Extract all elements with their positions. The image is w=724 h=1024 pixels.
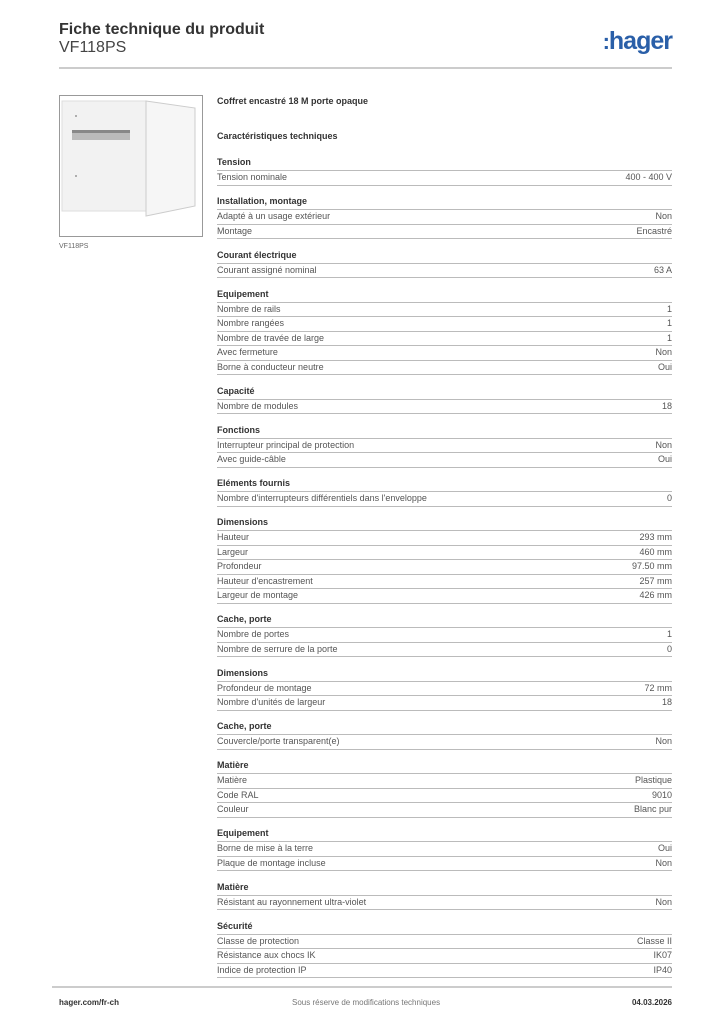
spec-row — [217, 964, 672, 979]
spec-row — [217, 560, 672, 575]
header-divider — [59, 67, 672, 69]
spec-label: Adapté à un usage extérieur — [217, 211, 331, 221]
spec-value: 97.50 mm — [631, 561, 672, 571]
spec-label: Tension nominale — [217, 172, 288, 182]
spec-row — [217, 317, 672, 332]
spec-row — [217, 628, 672, 643]
spec-row — [217, 696, 672, 711]
spec-value: 426 mm — [639, 590, 672, 600]
spec-value: IP40 — [653, 964, 672, 975]
spec-section — [217, 881, 672, 911]
spec-label: Nombre d'unités de largeur — [217, 697, 326, 707]
spec-value: IK07 — [653, 950, 672, 960]
spec-row — [217, 589, 672, 604]
spec-section — [217, 827, 672, 871]
spec-row — [217, 643, 672, 658]
section-heading: Dimensions — [217, 667, 672, 682]
spec-label: Classe de protection — [217, 935, 300, 946]
spec-label: Profondeur de montage — [217, 682, 312, 693]
spec-value: Non — [655, 857, 672, 868]
spec-row — [217, 546, 672, 561]
spec-label: Avec guide-câble — [217, 454, 286, 464]
spec-value: Non — [655, 439, 672, 450]
spec-section — [217, 385, 672, 415]
spec-section — [217, 249, 672, 279]
spec-value: 1 — [666, 318, 672, 328]
spec-value: 9010 — [651, 789, 672, 800]
spec-row — [217, 439, 672, 454]
spec-row — [217, 264, 672, 279]
footer-disclaimer: Sous réserve de modifications techniques — [292, 998, 441, 1007]
spec-row — [217, 935, 672, 950]
spec-value: 0 — [666, 493, 672, 503]
spec-row — [217, 857, 672, 872]
spec-row — [217, 225, 672, 240]
section-heading: Dimensions — [217, 516, 672, 531]
spec-value: Oui — [657, 454, 672, 464]
section-heading: Tension — [217, 156, 672, 171]
spec-value: Non — [655, 347, 672, 357]
image-caption: VF118PS — [59, 243, 89, 250]
section-heading: Cache, porte — [217, 613, 672, 628]
spec-value: Plastique — [634, 775, 672, 785]
spec-section — [217, 516, 672, 604]
spec-section — [217, 156, 672, 186]
spec-label: Avec fermeture — [217, 347, 278, 357]
spec-row — [217, 361, 672, 376]
footer-divider — [52, 986, 672, 988]
spec-value: Blanc pur — [633, 804, 672, 814]
spec-row — [217, 682, 672, 697]
spec-value: 400 - 400 V — [625, 172, 672, 182]
product-reference: VF118PS — [59, 39, 127, 56]
spec-label: Nombre de serrure de la porte — [217, 643, 338, 654]
spec-row — [217, 303, 672, 318]
spec-value: 293 mm — [639, 532, 672, 542]
section-heading: Matière — [217, 881, 672, 896]
spec-row — [217, 453, 672, 468]
spec-label: Largeur de montage — [217, 590, 299, 600]
section-heading: Installation, montage — [217, 195, 672, 210]
footer-website-link[interactable]: hager.com/fr-ch — [59, 998, 120, 1007]
spec-label: Couleur — [217, 804, 249, 814]
page-title: Fiche technique du produit — [59, 21, 265, 38]
spec-row — [217, 842, 672, 857]
spec-value: 63 A — [653, 264, 672, 275]
spec-label: Largeur — [217, 546, 249, 557]
product-description: Coffret encastré 18 M porte opaque — [217, 96, 369, 106]
spec-label: Résistant au rayonnement ultra-violet — [217, 896, 367, 907]
spec-label: Hauteur d'encastrement — [217, 575, 313, 586]
section-heading: Eléments fournis — [217, 477, 672, 492]
spec-label: Nombre de travée de large — [217, 332, 325, 343]
spec-row — [217, 210, 672, 225]
spec-value: Non — [655, 736, 672, 746]
spec-value: Oui — [657, 361, 672, 372]
section-heading: Courant électrique — [217, 249, 672, 264]
spec-value: 18 — [661, 400, 672, 411]
section-heading: Matière — [217, 759, 672, 774]
spec-section — [217, 720, 672, 750]
spec-label: Borne à conducteur neutre — [217, 361, 324, 372]
spec-label: Profondeur — [217, 561, 262, 571]
section-heading: Equipement — [217, 827, 672, 842]
spec-row — [217, 575, 672, 590]
spec-row — [217, 171, 672, 186]
enclosure-illustration — [60, 96, 202, 236]
hager-logo: :hager — [602, 27, 672, 55]
section-heading: Equipement — [217, 288, 672, 303]
spec-label: Nombre de modules — [217, 400, 299, 411]
spec-value: 257 mm — [639, 575, 672, 586]
spec-section — [217, 667, 672, 711]
footer-date: 04.03.2026 — [631, 998, 672, 1007]
spec-section — [217, 195, 672, 239]
spec-row — [217, 346, 672, 361]
spec-row — [217, 735, 672, 750]
spec-value: 0 — [666, 643, 672, 654]
spec-label: Résistance aux chocs IK — [217, 950, 316, 960]
spec-label: Matière — [217, 775, 248, 785]
spec-row — [217, 332, 672, 347]
spec-row — [217, 492, 672, 507]
section-heading: Sécurité — [217, 920, 672, 935]
spec-label: Indice de protection IP — [217, 964, 307, 975]
spec-row — [217, 949, 672, 964]
spec-section — [217, 288, 672, 376]
spec-label: Nombre rangées — [217, 318, 285, 328]
spec-label: Nombre d'interrupteurs différentiels dans l'enveloppe — [217, 493, 427, 503]
spec-label: Code RAL — [217, 789, 259, 800]
spec-row — [217, 896, 672, 911]
spec-label: Nombre de rails — [217, 303, 281, 314]
spec-value: 72 mm — [644, 682, 672, 693]
section-heading: Cache, porte — [217, 720, 672, 735]
spec-content — [217, 96, 672, 988]
spec-row — [217, 803, 672, 818]
spec-value: 18 — [661, 697, 672, 707]
spec-value: Oui — [657, 843, 672, 853]
spec-section — [217, 613, 672, 657]
spec-value: 460 mm — [639, 546, 672, 557]
spec-value: 1 — [666, 303, 672, 314]
spec-value: 1 — [666, 629, 672, 639]
spec-value: 1 — [666, 332, 672, 343]
spec-section — [217, 424, 672, 468]
spec-value: Non — [655, 211, 672, 221]
spec-value: Encastré — [636, 225, 672, 236]
spec-label: Interrupteur principal de protection — [217, 439, 355, 450]
spec-value: Classe II — [636, 935, 672, 946]
spec-label: Borne de mise à la terre — [217, 843, 314, 853]
spec-section — [217, 477, 672, 507]
spec-label: Nombre de portes — [217, 629, 290, 639]
spec-label: Hauteur — [217, 532, 250, 542]
section-heading: Capacité — [217, 385, 672, 400]
product-image — [59, 95, 203, 237]
spec-row — [217, 531, 672, 546]
spec-row — [217, 789, 672, 804]
specs-title: Caractéristiques techniques — [217, 131, 338, 141]
spec-label: Plaque de montage incluse — [217, 857, 326, 868]
spec-row — [217, 400, 672, 415]
spec-section — [217, 920, 672, 979]
spec-label: Couvercle/porte transparent(e) — [217, 736, 340, 746]
spec-label: Montage — [217, 225, 253, 236]
spec-row — [217, 774, 672, 789]
spec-label: Courant assigné nominal — [217, 264, 317, 275]
spec-section — [217, 759, 672, 818]
section-heading: Fonctions — [217, 424, 672, 439]
spec-value: Non — [655, 896, 672, 907]
